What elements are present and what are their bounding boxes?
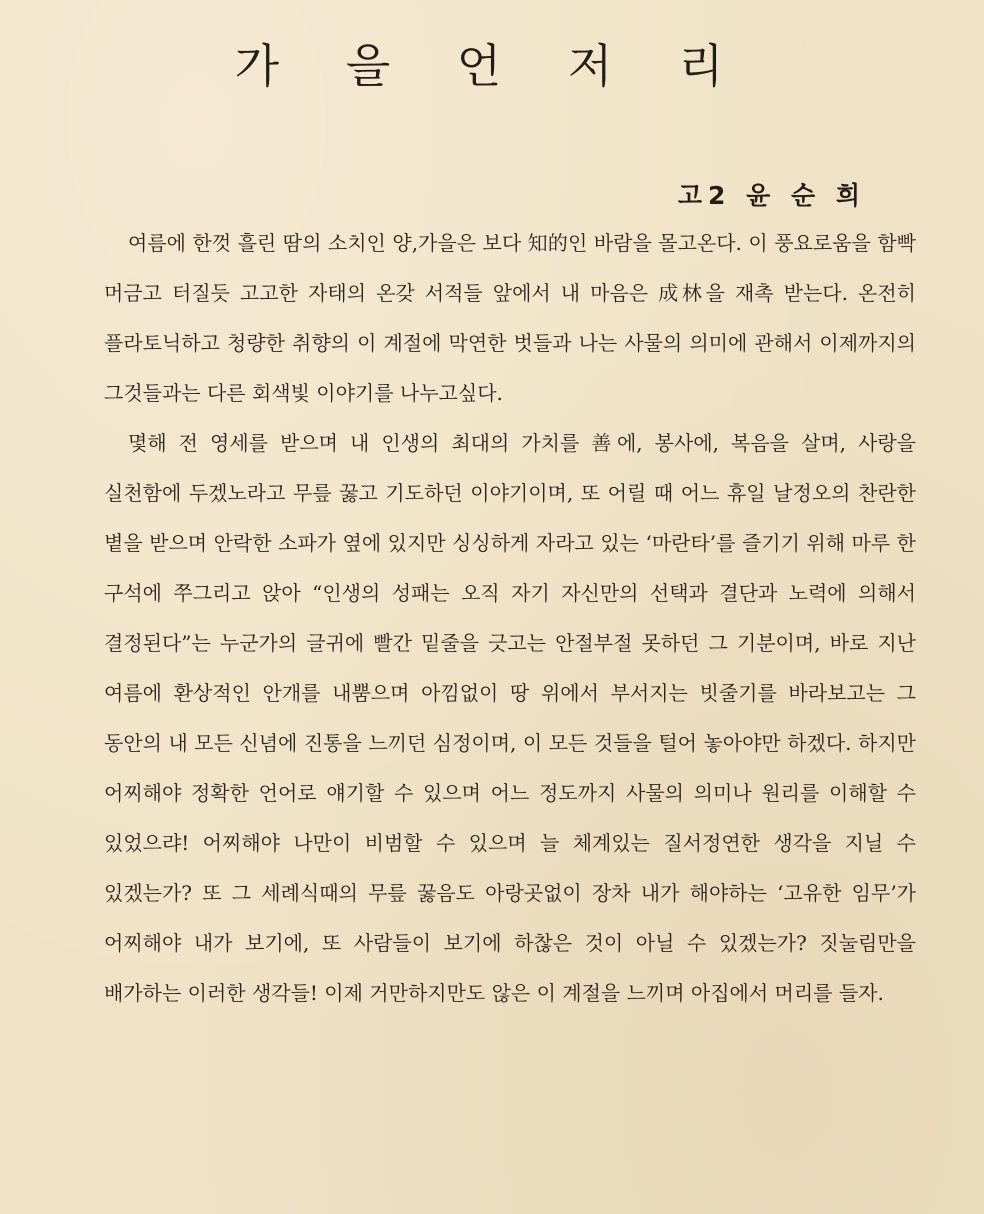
essay-body: [104, 218, 916, 1018]
author-byline: 고2 윤 순 희: [677, 181, 866, 210]
paragraph: 여름에 한껏 흘린 땀의 소치인 양,가을은 보다 知的인 바람을 몰고온다. 이 풍요로움을 함빡 머금고 터질듯 고고한 자태의 온갖 서적들 앞에서 내 마음은 成林을 재촉 받는다. 온전히 플라토닉하고 청량한 취향의 이 계절에 막연한 벗들과 나는 사물의 의미에 관해서 이제까지의 그것들과는 다른 회색빛 이야기를 나누고싶다.: [104, 231, 916, 405]
essay-title: 가 을 언 저 리: [234, 39, 750, 93]
paragraph: 몇해 전 영세를 받으며 내 인생의 최대의 가치를 善에, 봉사에, 복음을 살며, 사랑을 실천함에 두겠노라고 무릎 꿇고 기도하던 이야기이며, 또 어릴 때 어느 휴일 날정오의 찬란한 볕을 받으며 안락한 소파가 옆에 있지만 싱싱하게 자라고 있는 ‘마란타’를 즐기기 위해 마루 한 구석에 쭈그리고 앉아 “인생의 성패는 오직 자기 자신만의 선택과 결단과 노력에 의해서 결정된다”는 누군가의 글귀에 빨간 밑줄을 긋고는 안절부절 못하던 그 기분이며, 바로 지난 여름에 환상적인 안개를 내뿜으며 아낌없이 땅 위에서 부서지는 빗줄기를 바라보고는 그 동안의 내 모든 신념에 진통을 느끼던 심정이며, 이 모든 것들을 털어 놓아야만 하겠다. 하지만 어찌해야 정확한 언어로 얘기할 수 있으며 어느 정도까지 사물의 의미나 원리를 이해할 수 있었으랴! 어찌해야 나만이 비범할 수 있으며 늘 체계있는 질서정연한 생각을 지닐 수 있겠는가? 또 그 세례식때의 무릎 꿇음도 아랑곳없이 장차 내가 해야하는 ‘고유한 임무’가 어찌해야 내가 보기에, 또 사람들이 보기에 하찮은 것이 아닐 수 있겠는가? 짓눌림만을 배가하는 이러한 생각들! 이제 거만하지만도 않은 이 계절을 느끼며 아집에서 머리를 들자.: [104, 431, 916, 1005]
